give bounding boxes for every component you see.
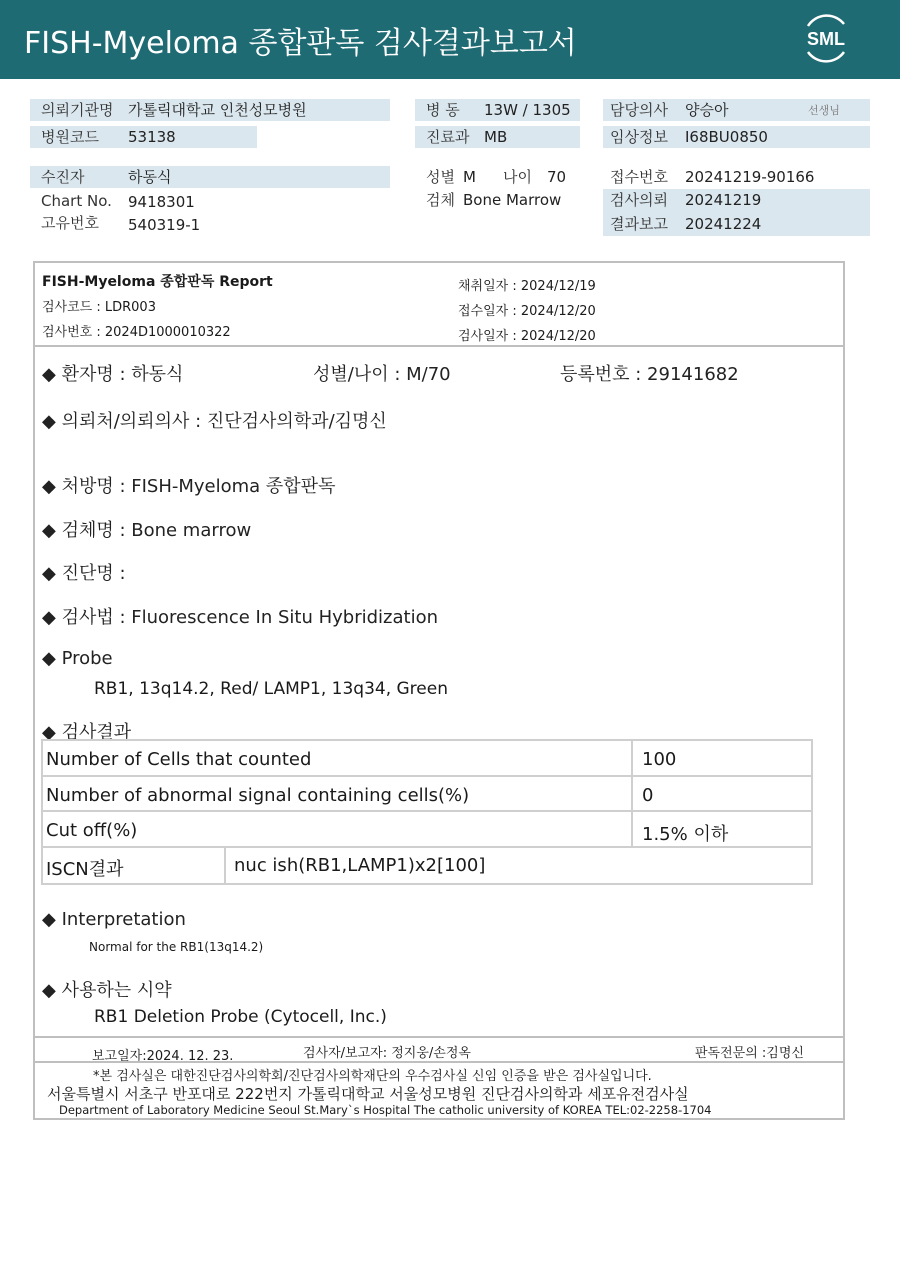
prescription-line: ◆ 처방명 : FISH-Myeloma 종합판독 — [42, 476, 336, 497]
report-date: 보고일자:2024. 12. 23. — [92, 1049, 234, 1064]
specialist: 판독전문의 :김명신 — [695, 1046, 804, 1061]
institution-label: 의뢰기관명 — [41, 101, 114, 119]
footer-divider — [35, 1061, 843, 1063]
probe-text: RB1, 13q14.2, Red/ LAMP1, 13q34, Green — [94, 679, 448, 699]
result-label: Number of Cells that counted — [46, 749, 312, 770]
logo-text: SML — [807, 29, 845, 49]
specimen-value: Bone Marrow — [463, 191, 562, 209]
ward-value: 13W / 1305 — [484, 101, 571, 119]
result-table — [41, 739, 813, 885]
unique-value: 540319-1 — [128, 216, 201, 234]
table-divider — [43, 846, 811, 848]
sexage-line: 성별/나이 : M/70 — [313, 364, 451, 385]
unique-label: 고유번호 — [41, 214, 99, 232]
collect-date: 채취일자 : 2024/12/19 — [458, 279, 596, 294]
clinical-label: 임상정보 — [610, 128, 668, 146]
result-value: 0 — [642, 785, 654, 806]
age-label: 나이 — [503, 168, 532, 186]
table-divider — [43, 810, 811, 812]
tester: 검사자/보고자: 정지웅/손정옥 — [303, 1046, 471, 1061]
result-label: Number of abnormal signal containing cells(%) — [46, 785, 470, 806]
patient-line: ◆ 환자명 : 하동식 — [42, 364, 184, 385]
report-date-value: 20241224 — [685, 215, 762, 233]
page-header — [0, 0, 900, 79]
table-col-divider — [631, 741, 633, 846]
chart-label: Chart No. — [41, 192, 112, 210]
probe-heading: ◆ Probe — [42, 648, 113, 669]
hospital-code-value: 53138 — [128, 128, 176, 146]
result-label: Cut off(%) — [46, 820, 138, 841]
doctor-label: 담당의사 — [610, 101, 668, 119]
method-line: ◆ 검사법 : Fluorescence In Situ Hybridization — [42, 607, 438, 628]
patient-label: 수진자 — [41, 168, 85, 186]
test-date: 검사일자 : 2024/12/20 — [458, 329, 596, 344]
patient-value: 하동식 — [128, 168, 172, 186]
doctor-suffix: 선생님 — [808, 104, 840, 117]
sex-label: 성별 — [426, 168, 455, 186]
reagent-text: RB1 Deletion Probe (Cytocell, Inc.) — [94, 1007, 387, 1027]
header-divider — [35, 345, 843, 347]
reg-line: 등록번호 : 29141682 — [560, 364, 739, 385]
sml-logo-icon — [800, 12, 852, 64]
doctor-value: 양승아 — [685, 101, 729, 119]
test-no: 검사번호 : 2024D1000010322 — [42, 325, 231, 340]
receipt-no-value: 20241219-90166 — [685, 168, 815, 186]
report-date-label: 결과보고 — [610, 215, 668, 233]
table-divider — [43, 775, 811, 777]
report-title: FISH-Myeloma 종합판독 Report — [42, 274, 273, 290]
institution-value: 가톨릭대학교 인천성모병원 — [128, 101, 307, 119]
reagent-heading: ◆ 사용하는 시약 — [42, 980, 172, 1001]
receipt-no-label: 접수번호 — [610, 168, 668, 186]
result-value: 1.5% 이하 — [642, 824, 729, 845]
iscn-value: nuc ish(RB1,LAMP1)x2[100] — [234, 855, 486, 876]
diagnosis-line: ◆ 진단명 : — [42, 563, 126, 584]
result-heading: ◆ 검사결과 — [42, 722, 132, 743]
clinical-value: I68BU0850 — [685, 128, 768, 146]
requester-line: ◆ 의뢰처/의뢰의사 : 진단검사의학과/김명신 — [42, 411, 387, 432]
hospital-code-label: 병원코드 — [41, 128, 99, 146]
specimen-line: ◆ 검체명 : Bone marrow — [42, 520, 252, 541]
receipt-date: 접수일자 : 2024/12/20 — [458, 304, 596, 319]
footer-divider — [35, 1036, 843, 1038]
test-code: 검사코드 : LDR003 — [42, 300, 156, 315]
department-label: 진료과 — [426, 128, 470, 146]
page-title: FISH-Myeloma 종합판독 검사결과보고서 — [24, 26, 577, 61]
specimen-label: 검체 — [426, 191, 455, 209]
interpretation-heading: ◆ Interpretation — [42, 909, 186, 930]
request-label: 검사의뢰 — [610, 191, 668, 209]
address-ko: 서울특별시 서초구 반포대로 222번지 가톨릭대학교 서울성모병원 진단검사의학과 세포유전검사실 — [47, 1085, 689, 1103]
age-value: 70 — [547, 168, 567, 186]
iscn-label: ISCN결과 — [46, 859, 124, 880]
ward-label: 병 동 — [426, 101, 460, 119]
sex-value: M — [463, 168, 476, 186]
address-en: Department of Laboratory Medicine Seoul St.Mary`s Hospital The catholic university of KOREA TEL:02-2258-1704 — [59, 1103, 712, 1117]
interpretation-text: Normal for the RB1(13q14.2) — [89, 940, 264, 954]
request-value: 20241219 — [685, 191, 762, 209]
cert-line: *본 검사실은 대한진단검사의학회/진단검사의학재단의 우수검사실 신임 인증을 받은 검사실입니다. — [93, 1069, 652, 1084]
department-value: MB — [484, 128, 508, 146]
chart-value: 9418301 — [128, 193, 195, 211]
table-col-divider — [224, 846, 226, 883]
report-box — [33, 261, 845, 1120]
result-value: 100 — [642, 749, 677, 770]
